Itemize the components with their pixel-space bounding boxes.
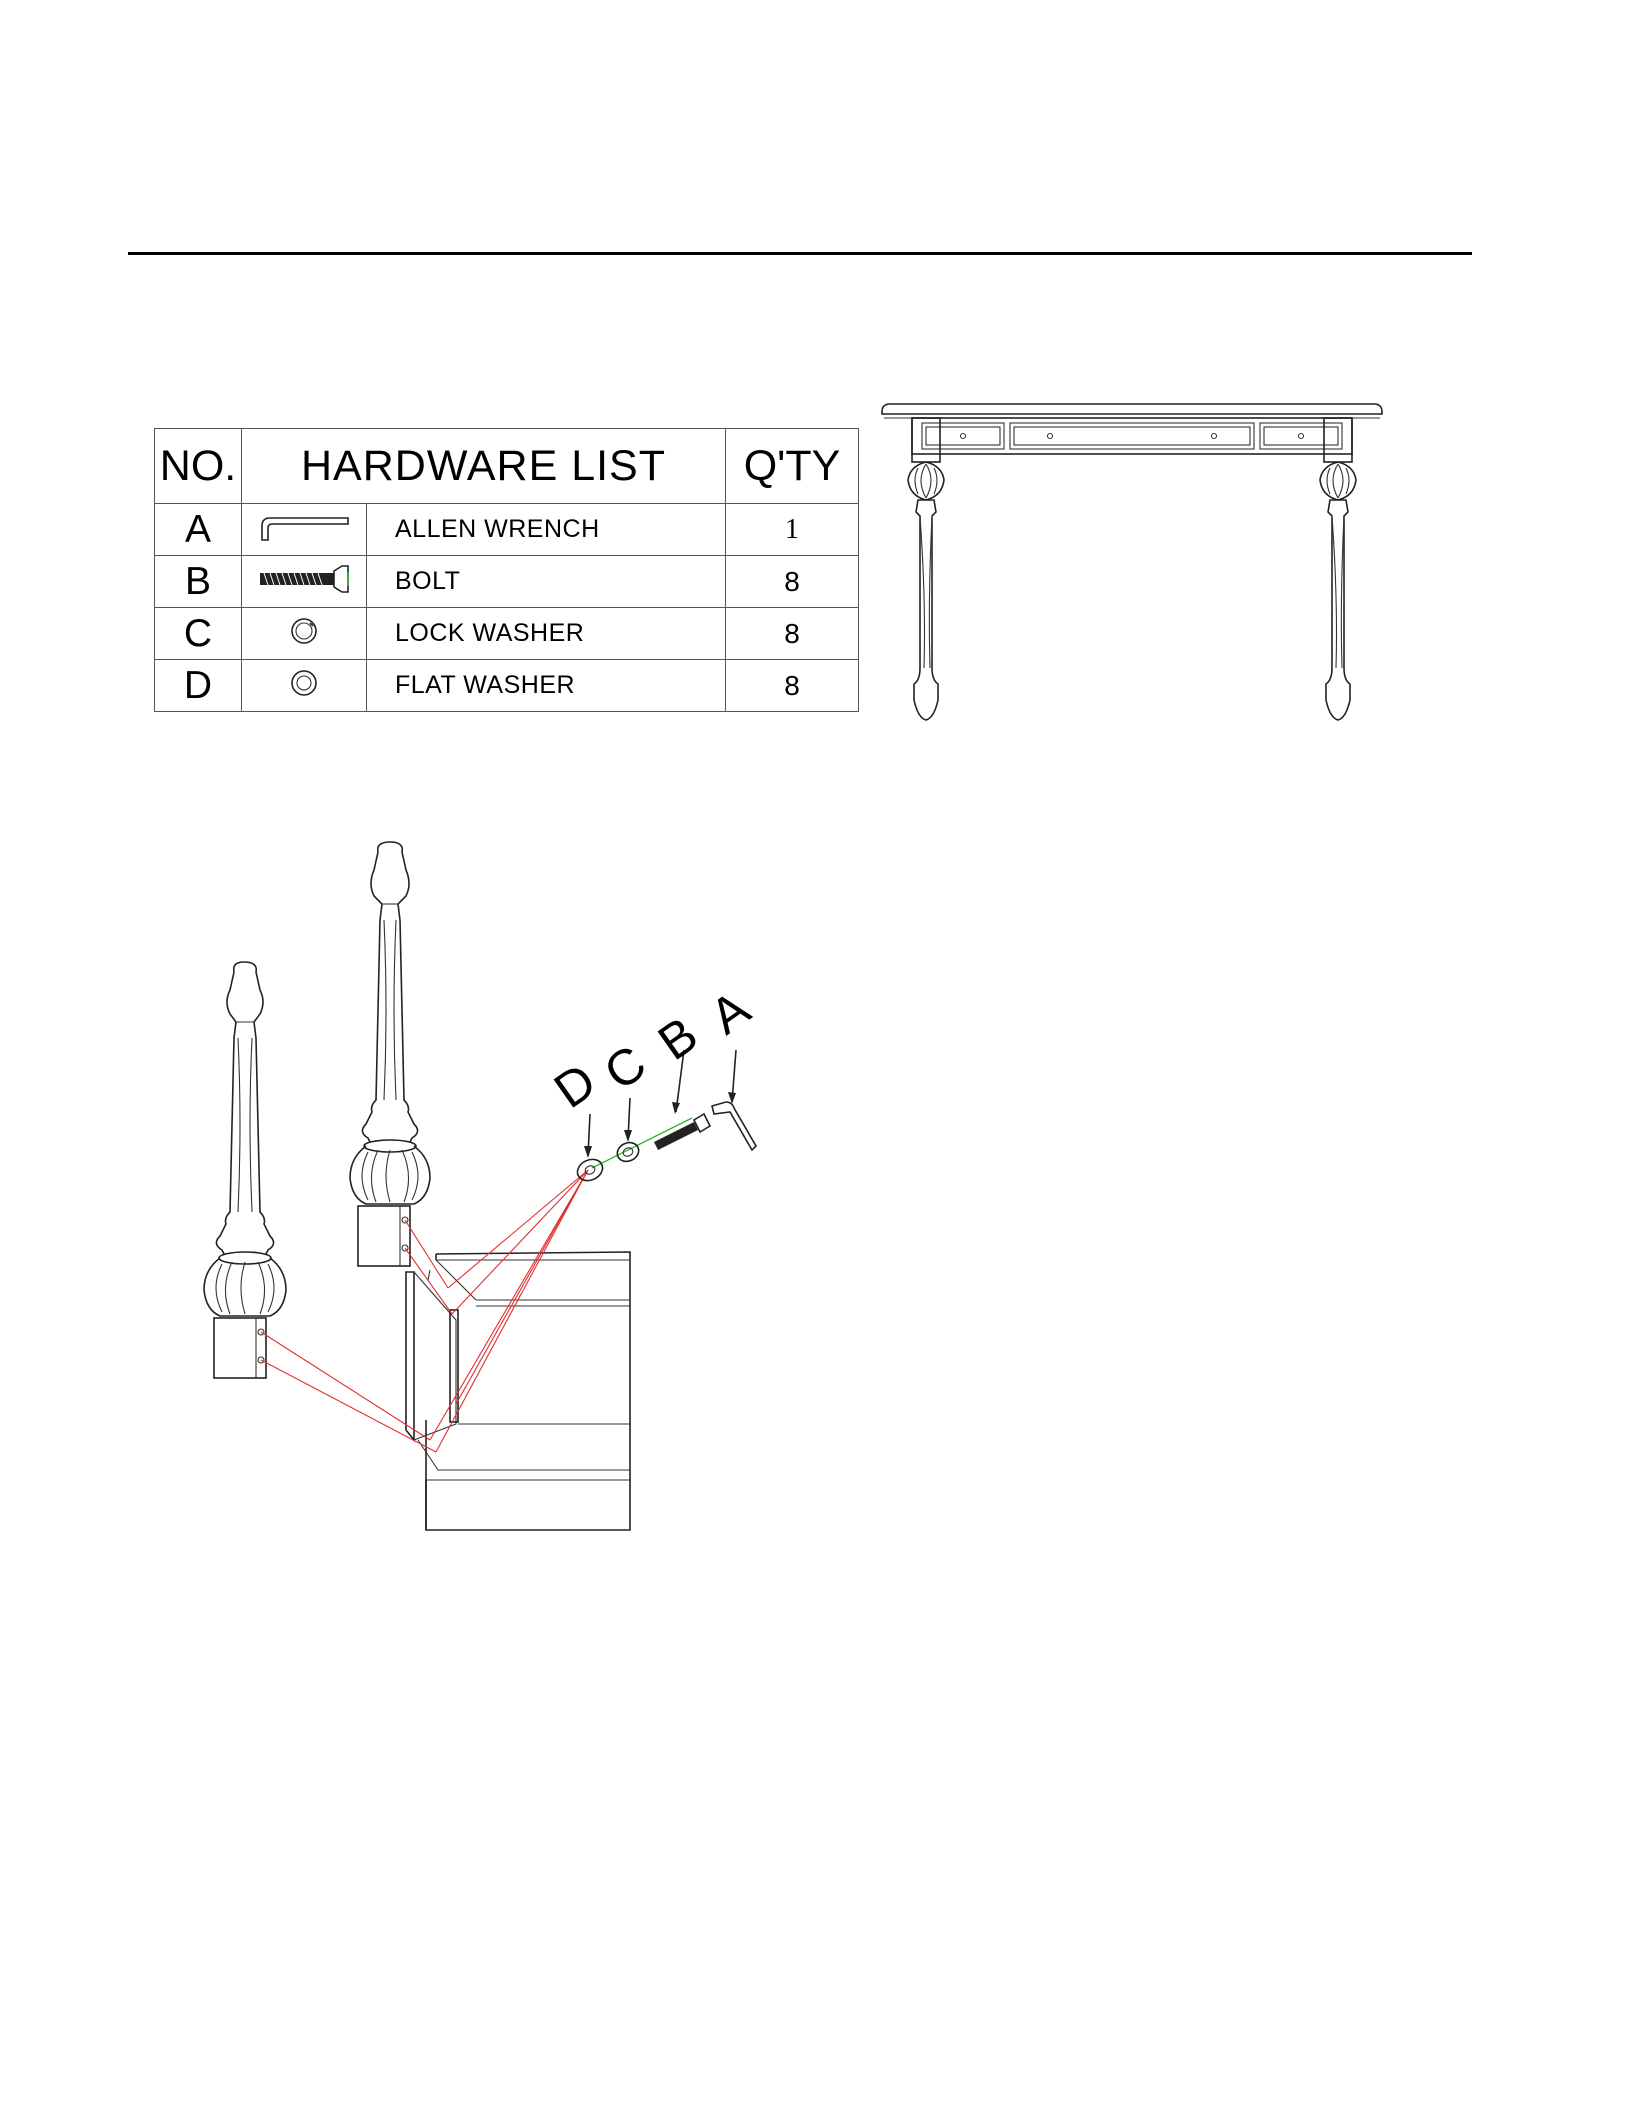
callout-b: B: [648, 1006, 708, 1072]
part-name: ALLEN WRENCH: [367, 504, 726, 556]
table-row: [155, 556, 859, 608]
table-row: [155, 660, 859, 712]
hardware-list-table: [154, 428, 859, 712]
header-qty: Q'TY: [726, 429, 859, 504]
header-hardware-list: HARDWARE LIST: [242, 429, 726, 504]
part-qty: 1: [726, 504, 859, 556]
front-left-leg: [908, 418, 944, 720]
header-rule: [128, 252, 1472, 255]
part-qty: 8: [726, 556, 859, 608]
allen-wrench-icon: [242, 504, 367, 556]
part-letter: B: [155, 556, 242, 608]
part-name: LOCK WASHER: [367, 608, 726, 660]
bolt-icon: [242, 556, 367, 608]
part-qty: 8: [726, 608, 859, 660]
part-letter: A: [155, 504, 242, 556]
flat-washer-icon: [242, 660, 367, 712]
header-no: NO.: [155, 429, 242, 504]
callout-d: D: [544, 1052, 606, 1120]
bolt-part: [654, 1114, 710, 1150]
rear-leg-part: [350, 842, 430, 1266]
assembly-guide-lines: [261, 1170, 588, 1452]
part-letter: D: [155, 660, 242, 712]
part-name: FLAT WASHER: [367, 660, 726, 712]
allen-wrench-part: [712, 1102, 756, 1150]
callout-a: A: [700, 980, 760, 1046]
part-name: BOLT: [367, 556, 726, 608]
part-qty: 8: [726, 660, 859, 712]
leg-assembly-diagram: [200, 840, 800, 1540]
table-header-row: [155, 429, 859, 504]
front-leg-part: [204, 962, 286, 1378]
callout-c: C: [594, 1034, 656, 1102]
table-row: [155, 608, 859, 660]
table-row: [155, 504, 859, 556]
lock-washer-icon: [242, 608, 367, 660]
part-letter: C: [155, 608, 242, 660]
console-table-front-view: [880, 400, 1384, 730]
front-right-leg: [1320, 418, 1356, 720]
lock-washer-part: [614, 1139, 642, 1165]
